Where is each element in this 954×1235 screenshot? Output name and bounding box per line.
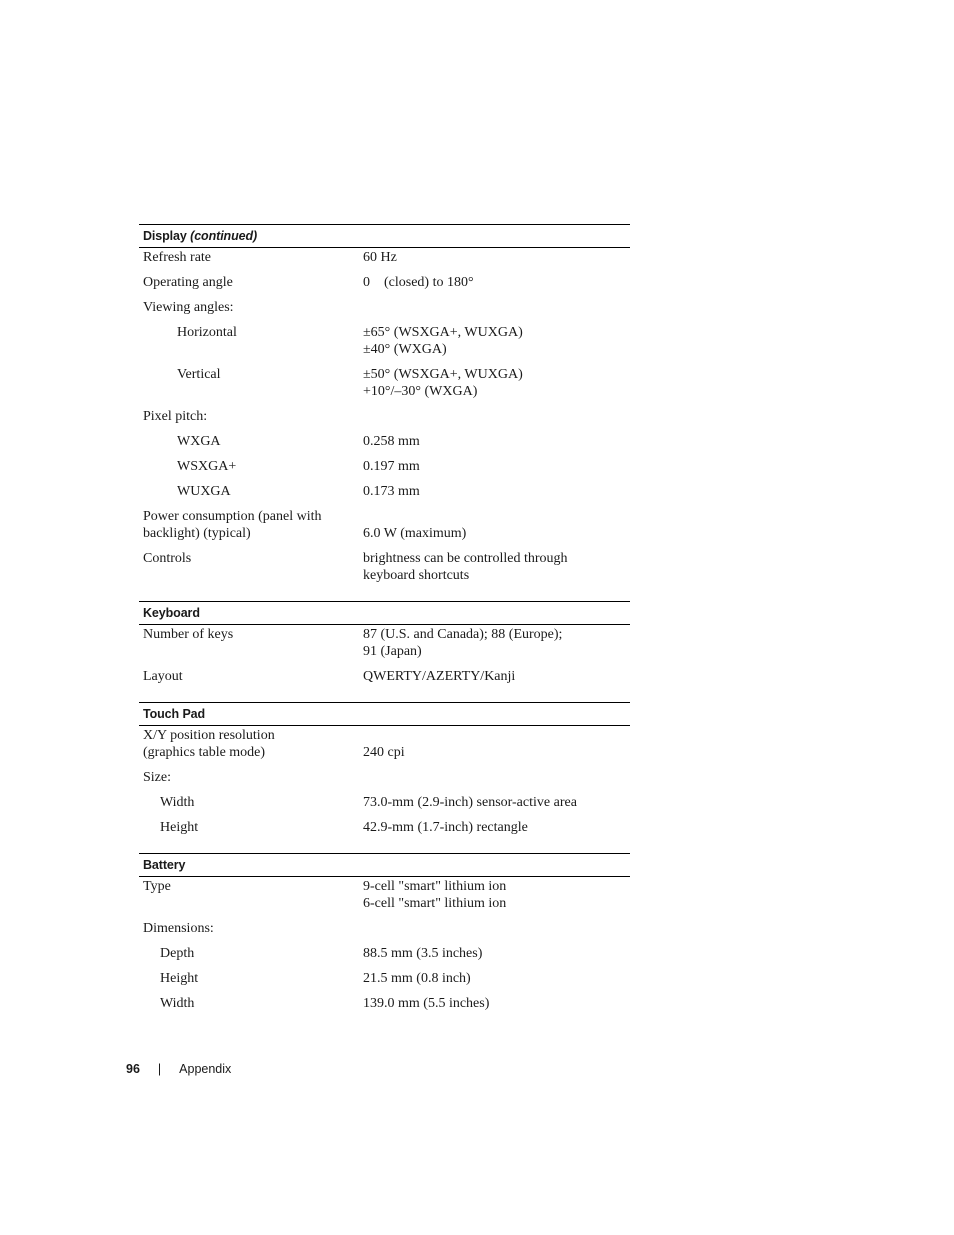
- spec-value: [363, 366, 630, 400]
- spec-value-line: keyboard shortcuts: [363, 568, 470, 583]
- spec-row-pixel-pitch: [139, 408, 630, 425]
- spec-value: 139.0 mm (5.5 inches): [363, 996, 490, 1011]
- section-rows-display: [139, 248, 630, 584]
- page-number: 96: [126, 1062, 140, 1076]
- spec-row-viewing-angles: [139, 299, 630, 316]
- spec-label: WSXGA+: [177, 459, 237, 474]
- spec-row-refresh-rate: [139, 249, 630, 266]
- section-title: Keyboard: [143, 606, 200, 620]
- spec-value: 0 (closed) to 180°: [363, 275, 474, 290]
- spec-label: Dimensions:: [143, 921, 214, 936]
- spec-row-width: [139, 794, 630, 811]
- spec-value: 0.197 mm: [363, 459, 420, 474]
- section-header-display: [139, 224, 630, 248]
- spec-label: Height: [160, 820, 199, 835]
- spec-value: [363, 769, 630, 786]
- spec-label: WXGA: [177, 434, 221, 449]
- spec-label-line: Power consumption (panel with: [143, 509, 322, 524]
- spec-value: QWERTY/AZERTY/Kanji: [363, 669, 516, 684]
- spec-value-line: brightness can be controlled through: [363, 551, 568, 566]
- spec-label-line: X/Y position resolution: [143, 728, 275, 743]
- spec-row-type: [139, 878, 630, 912]
- section-header-touchpad: [139, 702, 630, 726]
- spec-label: Horizontal: [177, 325, 237, 340]
- spec-value: 0.173 mm: [363, 484, 420, 499]
- section-gap: [139, 693, 630, 702]
- spec-row-controls: [139, 550, 630, 584]
- spec-row-height: [139, 970, 630, 987]
- spec-row-wxga: [139, 433, 630, 450]
- section-header-keyboard: [139, 601, 630, 625]
- section-header-battery: [139, 853, 630, 877]
- spec-value: 42.9-mm (1.7-inch) rectangle: [363, 820, 528, 835]
- spec-value: 0.258 mm: [363, 434, 420, 449]
- spec-row-operating-angle: [139, 274, 630, 291]
- spec-value: [363, 299, 630, 316]
- spec-value: [363, 324, 630, 358]
- spec-row-size: [139, 769, 630, 786]
- spec-row-number-of-keys: [139, 626, 630, 660]
- section-rows-keyboard: [139, 625, 630, 685]
- spec-value-line: ±50° (WSXGA+, WUXGA): [363, 367, 523, 382]
- spec-value: [363, 920, 630, 937]
- spec-label: [139, 508, 363, 542]
- spec-value-line: 9-cell "smart" lithium ion: [363, 879, 507, 894]
- spec-row-dimensions: [139, 920, 630, 937]
- spec-value-line: ±65° (WSXGA+, WUXGA): [363, 325, 523, 340]
- spec-value: 6.0 W (maximum): [363, 526, 467, 541]
- spec-value-line: +10°/–30° (WXGA): [363, 384, 478, 399]
- spec-label: Width: [160, 795, 195, 810]
- page-footer: [126, 1062, 231, 1076]
- spec-value-line: ±40° (WXGA): [363, 342, 447, 357]
- spec-label: Controls: [143, 551, 192, 566]
- spec-row-wuxga: [139, 483, 630, 500]
- spec-value: 240 cpi: [363, 745, 405, 760]
- spec-value: [363, 550, 630, 584]
- section-title: Touch Pad: [143, 707, 206, 721]
- spec-label: Viewing angles:: [143, 300, 234, 315]
- section-gap: [139, 592, 630, 601]
- spec-row-power-consumption: [139, 508, 630, 542]
- section-rows-touchpad: [139, 726, 630, 836]
- spec-label: Type: [143, 879, 171, 894]
- spec-value: 21.5 mm (0.8 inch): [363, 971, 471, 986]
- section-title: Display: [143, 229, 187, 243]
- spec-value: [363, 408, 630, 425]
- section-title-suffix: (continued): [190, 229, 258, 243]
- spec-value: 88.5 mm (3.5 inches): [363, 946, 483, 961]
- spec-label: Depth: [160, 946, 195, 961]
- section-title: Battery: [143, 858, 186, 872]
- spec-value-line: 87 (U.S. and Canada); 88 (Europe);: [363, 627, 563, 642]
- section-gap: [139, 844, 630, 853]
- spec-label: Layout: [143, 669, 183, 684]
- spec-value: 73.0-mm (2.9-inch) sensor-active area: [363, 795, 577, 810]
- spec-value: [363, 878, 630, 912]
- spec-label: Refresh rate: [143, 250, 212, 265]
- spec-label: WUXGA: [177, 484, 231, 499]
- spec-table: [139, 224, 630, 1020]
- spec-row-horizontal: [139, 324, 630, 358]
- spec-value: 60 Hz: [363, 250, 397, 265]
- spec-label: Pixel pitch:: [143, 409, 208, 424]
- footer-section-name: Appendix: [179, 1062, 232, 1076]
- spec-row-vertical: [139, 366, 630, 400]
- spec-value: [363, 626, 630, 660]
- spec-row-depth: [139, 945, 630, 962]
- spec-label: Height: [160, 971, 199, 986]
- spec-row-wsxga-plus: [139, 458, 630, 475]
- footer-separator: |: [157, 1062, 162, 1076]
- spec-value-line: 91 (Japan): [363, 644, 422, 659]
- spec-row-height: [139, 819, 630, 836]
- spec-row-layout: [139, 668, 630, 685]
- spec-label-line: (graphics table mode): [143, 745, 266, 760]
- spec-label-line: backlight) (typical): [143, 526, 251, 541]
- spec-row-xy-resolution: [139, 727, 630, 761]
- spec-row-width: [139, 995, 630, 1012]
- section-rows-battery: [139, 877, 630, 1012]
- spec-label: [139, 727, 363, 761]
- spec-label: Size:: [143, 770, 171, 785]
- spec-label: Vertical: [177, 367, 221, 382]
- spec-value-line: 6-cell "smart" lithium ion: [363, 896, 507, 911]
- spec-label: Width: [160, 996, 195, 1011]
- spec-label: Operating angle: [143, 275, 233, 290]
- spec-label: Number of keys: [143, 627, 234, 642]
